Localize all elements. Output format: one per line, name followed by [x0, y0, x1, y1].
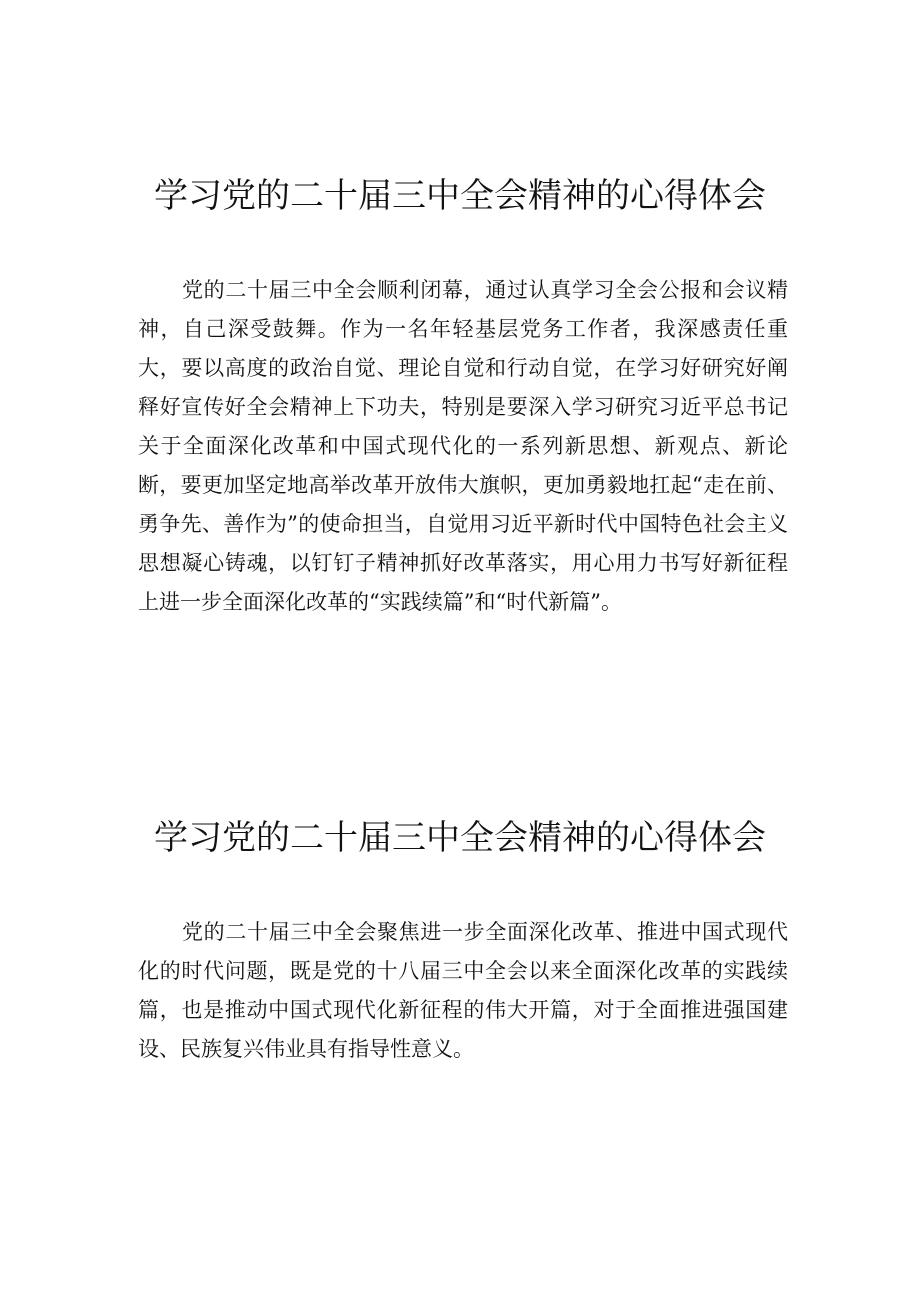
section-1-paragraph: 党的二十届三中全会顺利闭幕，通过认真学习全会公报和会议精神，自己深受鼓舞。作为一名年轻基层党务工作者，我深感责任重大，要以高度的政治自觉、理论自觉和行动自觉，在学习好研究好阐释好宣传好全会精神上下功夫，特别是要深入学习研究习近平总书记关于全面深化改革和中国式现代化的一系列新思想、新观点、新论断，要更加坚定地高举改革开放伟大旗帜，更加勇毅地扛起“走在前、勇争先、善作为”的使命担当，自觉用习近平新时代中国特色社会主义思想凝心铸魂，以钉钉子精神抓好改革落实，用心用力书写好新征程上进一步全面深化改革的“实践续篇”和“时代新篇”。 — [138, 278, 788, 614]
section-1-title: 学习党的二十届三中全会精神的心得体会 — [154, 176, 766, 216]
section-2-title: 学习党的二十届三中全会精神的心得体会 — [154, 818, 766, 858]
section-2-paragraph: 党的二十届三中全会聚焦进一步全面深化改革、推进中国式现代化的时代问题，既是党的十八届三中全会以来全面深化改革的实践续篇，也是推动中国式现代化新征程的伟大开篇，对于全面推进强国建设、民族复兴伟业具有指导性意义。 — [138, 920, 788, 1061]
